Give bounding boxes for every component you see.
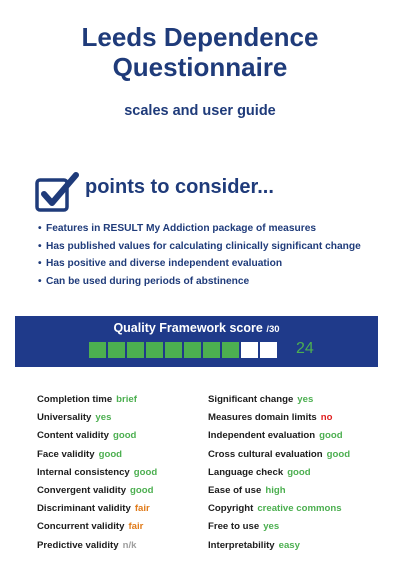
metric-row xyxy=(37,518,157,536)
score-segment-filled xyxy=(184,342,201,358)
document-title xyxy=(0,22,400,82)
metric-name: Independent evaluation xyxy=(208,430,316,442)
metric-name: Predictive validity xyxy=(37,539,119,551)
metric-name: Interpretability xyxy=(208,539,275,551)
metric-row xyxy=(37,391,157,409)
metric-name: Discriminant validity xyxy=(37,503,131,515)
metric-name: Language check xyxy=(208,466,284,478)
metric-rating: yes xyxy=(95,412,112,424)
quality-framework-denominator: /30 xyxy=(266,324,280,335)
score-segment-filled xyxy=(165,342,182,358)
metrics-column-right xyxy=(208,391,350,555)
metric-rating: easy xyxy=(278,539,300,551)
metric-rating: brief xyxy=(116,394,137,405)
title-line-1: Leeds Dependence xyxy=(81,22,319,52)
metric-name: Measures domain limits xyxy=(208,412,317,424)
metric-rating: good xyxy=(133,466,158,478)
list-item: • Has published values for calculating clinically significant change xyxy=(38,239,368,256)
metric-row xyxy=(37,464,157,482)
metric-name: Universality xyxy=(37,412,92,424)
score-segment-filled xyxy=(108,342,125,358)
points-list xyxy=(38,221,368,291)
score-segment-filled xyxy=(203,342,220,358)
metric-row xyxy=(37,446,157,464)
score-segment-empty xyxy=(260,342,277,358)
metric-row xyxy=(208,409,350,427)
metric-row xyxy=(37,427,157,445)
metric-row xyxy=(37,482,157,500)
metric-name: Free to use xyxy=(208,521,260,533)
quality-framework-title xyxy=(15,321,378,335)
metric-rating: yes xyxy=(263,521,280,533)
document-subtitle: scales and user guide xyxy=(124,103,276,119)
score-segment-filled xyxy=(89,342,106,358)
points-heading: points to consider... xyxy=(85,176,274,198)
metric-row xyxy=(37,537,157,555)
title-line-2: Questionnaire xyxy=(112,52,288,82)
metric-rating: good xyxy=(287,466,311,478)
quality-framework-panel xyxy=(15,316,378,367)
metric-rating: fair xyxy=(128,521,144,533)
metric-name: Significant change xyxy=(208,394,294,405)
list-item: • Can be used during periods of abstinence xyxy=(38,274,368,291)
metric-name: Convergent validity xyxy=(37,485,127,497)
metric-rating: good xyxy=(112,430,137,442)
metric-rating: n/k xyxy=(122,539,137,551)
score-segment-filled xyxy=(127,342,144,358)
metric-rating: fair xyxy=(134,503,150,515)
metric-row xyxy=(208,391,350,409)
metric-row xyxy=(37,409,157,427)
metric-rating: good xyxy=(319,430,343,442)
metric-row xyxy=(208,427,350,445)
list-item: • Features in RESULT My Addiction package of measures xyxy=(38,221,368,238)
metric-name: Ease of use xyxy=(208,485,262,497)
quality-framework-label: Quality Framework score xyxy=(113,321,263,335)
score-segment-filled xyxy=(146,342,163,358)
metric-name: Concurrent validity xyxy=(37,521,125,533)
metric-row xyxy=(208,464,350,482)
metric-name: Copyright xyxy=(208,503,254,515)
metric-rating: no xyxy=(320,412,333,424)
metric-rating: good xyxy=(130,485,154,497)
metric-row xyxy=(208,537,350,555)
quality-score-value: 24 xyxy=(296,340,314,357)
quality-score-bar xyxy=(89,342,277,358)
score-segment-empty xyxy=(241,342,258,358)
list-item: • Has positive and diverse independent evaluation xyxy=(38,256,368,273)
metric-name: Content validity xyxy=(37,430,109,442)
score-segment-filled xyxy=(222,342,239,358)
metric-name: Face validity xyxy=(37,448,95,460)
metric-row xyxy=(37,500,157,518)
metric-rating: creative commons xyxy=(257,503,342,515)
metric-row xyxy=(208,446,350,464)
metrics-column-left xyxy=(37,391,157,555)
metric-name: Internal consistency xyxy=(37,466,130,478)
metric-rating: good xyxy=(326,448,351,460)
metric-rating: yes xyxy=(297,394,314,405)
metric-name: Cross cultural evaluation xyxy=(208,448,323,460)
metric-rating: high xyxy=(265,485,286,497)
metric-row xyxy=(208,482,350,500)
metric-row xyxy=(208,518,350,536)
checkbox-check-icon xyxy=(35,172,79,212)
metric-name: Completion time xyxy=(37,394,113,405)
metric-rating: good xyxy=(98,448,123,460)
metric-row xyxy=(208,500,350,518)
